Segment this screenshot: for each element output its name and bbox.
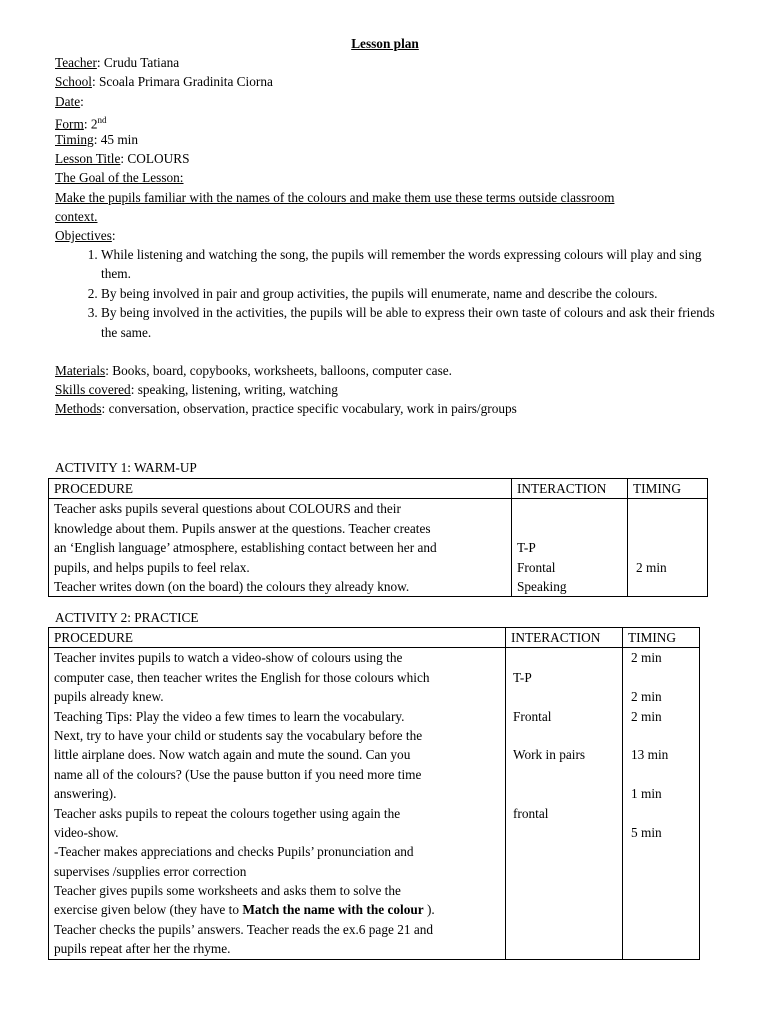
procedure-line: Teacher checks the pupils’ answers. Teacher reads the ex.6 page 21 and: [54, 921, 434, 937]
timing-line: [636, 538, 702, 557]
procedure-line: pupils, and helps pupils to feel relax.: [54, 559, 250, 575]
procedure-line: Teaching Tips: Play the video a few times to learn the vocabulary.: [54, 708, 405, 724]
table-header-row: [49, 628, 700, 648]
timing-line: 1 min: [631, 786, 662, 802]
goal-text-line2: context.: [55, 208, 98, 224]
bold-phrase: Match the name with the colour: [242, 902, 424, 918]
timing-header: TIMING: [628, 479, 708, 499]
interaction-line: frontal: [513, 805, 549, 821]
activity2-interaction-cell: [506, 648, 623, 959]
procedure-line: Teacher asks pupils several questions about COLOURS and their: [54, 501, 401, 517]
procedure-line: video-show.: [54, 824, 119, 840]
materials-label: Materials: [55, 363, 106, 379]
interaction-line: [513, 842, 617, 861]
timing-line: [631, 726, 694, 745]
lesson-plan-document: [55, 34, 720, 419]
interaction-line: Frontal: [517, 559, 556, 575]
procedure-line: Teacher invites pupils to watch a video-show of colours using the: [54, 650, 403, 666]
procedure-line: name all of the colours? (Use the pause button if you need more time: [54, 766, 422, 782]
school-label: School: [55, 74, 92, 90]
procedure-line: -Teacher makes appreciations and checks Pupils’ pronunciation and: [54, 844, 414, 860]
procedure-line: an ‘English language’ atmosphere, establishing contact between her and: [54, 540, 437, 556]
materials-value: : Books, board, copybooks, worksheets, balloons, computer case.: [105, 363, 452, 379]
school-value: : Scoala Primara Gradinita Ciorna: [91, 74, 273, 90]
interaction-line: [513, 920, 617, 939]
interaction-line: [513, 862, 617, 881]
interaction-line: [517, 519, 622, 538]
activity1-timing-cell: [628, 499, 708, 597]
interaction-line: [517, 499, 622, 518]
table-row: [49, 648, 700, 959]
timing-line: 2 min: [631, 650, 662, 666]
timing-line: 2 min: [631, 689, 662, 705]
timing-line: [631, 862, 694, 881]
activity2-heading: ACTIVITY 2: PRACTICE: [55, 610, 199, 625]
activity1-table: [48, 478, 708, 597]
timing-line: [631, 842, 694, 861]
procedure-line: answering).: [54, 786, 117, 802]
lesson-title-label: Lesson Title: [55, 151, 121, 167]
procedure-text: ).: [423, 902, 435, 918]
timing-line: 2 min: [631, 708, 662, 724]
methods-value: : conversation, observation, practice specific vocabulary, work in pairs/groups: [101, 401, 517, 417]
procedure-line: supervises /supplies error correction: [54, 863, 247, 879]
timing-line: [55, 130, 720, 149]
interaction-line: Frontal: [513, 708, 552, 724]
procedure-text: exercise given below (they have to: [54, 902, 243, 918]
procedure-line: pupils already knew.: [54, 689, 164, 705]
activity2-procedure-cell: [49, 648, 506, 959]
objectives-list: [55, 245, 720, 342]
skills-line: [55, 380, 720, 399]
procedure-header: PROCEDURE: [49, 628, 506, 648]
procedure-line: Teacher gives pupils some worksheets and asks them to solve the: [54, 883, 401, 899]
table-row: [49, 499, 708, 597]
methods-label: Methods: [55, 401, 102, 417]
procedure-line: pupils repeat after her the rhyme.: [54, 941, 231, 957]
form-value: : 2: [83, 116, 98, 132]
goal-label: The Goal of the Lesson:: [55, 170, 184, 186]
timing-line: [636, 577, 702, 596]
interaction-line: [513, 823, 617, 842]
interaction-line: [513, 765, 617, 784]
timing-line: 5 min: [631, 824, 662, 840]
activity1-procedure-cell: [49, 499, 512, 597]
timing-line: 13 min: [631, 747, 669, 763]
skills-value: : speaking, listening, writing, watching: [130, 382, 338, 398]
timing-header: TIMING: [623, 628, 700, 648]
lesson-title-line: [55, 149, 720, 168]
procedure-line: Next, try to have your child or students say the vocabulary before the: [54, 727, 423, 743]
procedure-line: Teacher asks pupils to repeat the colours together using again the: [54, 805, 401, 821]
timing-line: 2 min: [636, 559, 667, 575]
procedure-header: PROCEDURE: [49, 479, 512, 499]
interaction-line: [513, 881, 617, 900]
timing-line: [636, 519, 702, 538]
objective-item: 1. While listening and watching the song, the pupils will remember the words expressing colours will play and sing them.: [101, 245, 720, 284]
form-line: [55, 111, 720, 130]
date-value: :: [80, 93, 84, 109]
timing-line: [631, 668, 694, 687]
methods-line: [55, 399, 720, 418]
objectives-colon: :: [111, 227, 116, 243]
interaction-header: INTERACTION: [506, 628, 623, 648]
form-superscript: nd: [97, 114, 107, 125]
teacher-line: [55, 53, 720, 72]
activity1-interaction-cell: [512, 499, 628, 597]
timing-line: [631, 920, 694, 939]
interaction-line: Work in pairs: [513, 747, 586, 763]
skills-label: Skills covered: [55, 382, 131, 398]
procedure-line: computer case, then teacher writes the English for those colours which: [54, 669, 430, 685]
objectives-label: Objectives: [55, 227, 112, 243]
interaction-line: [513, 726, 617, 745]
activity2-timing-cell: [623, 648, 700, 959]
objectives-line: [55, 226, 720, 245]
form-label: Form: [55, 116, 84, 132]
activity1-heading: ACTIVITY 1: WARM-UP: [55, 460, 197, 475]
timing-value: : 45 min: [93, 131, 139, 147]
timing-line: [631, 881, 694, 900]
interaction-line: [513, 687, 617, 706]
date-label: Date: [55, 93, 81, 109]
timing-label: Timing: [55, 131, 94, 147]
timing-line: [636, 499, 702, 518]
procedure-line: knowledge about them. Pupils answer at the questions. Teacher creates: [54, 520, 431, 536]
procedure-line: Teacher writes down (on the board) the colours they already know.: [54, 578, 410, 594]
timing-line: [631, 900, 694, 919]
objective-item: 2. By being involved in pair and group activities, the pupils will enumerate, name and describe the colours.: [101, 284, 720, 303]
interaction-line: T-P: [513, 669, 532, 685]
materials-line: [55, 361, 720, 380]
interaction-line: [513, 784, 617, 803]
lesson-title-value: : COLOURS: [120, 151, 190, 167]
interaction-line: [513, 648, 617, 667]
school-line: [55, 72, 720, 91]
activity2-table: [48, 627, 700, 960]
interaction-header: INTERACTION: [512, 479, 628, 499]
interaction-line: [513, 939, 617, 958]
timing-line: [631, 939, 694, 958]
timing-line: [631, 804, 694, 823]
teacher-value: : Crudu Tatiana: [96, 55, 180, 71]
page-title: Lesson plan: [351, 36, 419, 51]
interaction-line: Speaking: [517, 578, 567, 594]
interaction-line: [513, 900, 617, 919]
teacher-label: Teacher: [55, 55, 97, 71]
procedure-line: little airplane does. Now watch again and mute the sound. Can you: [54, 747, 411, 763]
procedure-line: [54, 900, 500, 919]
goal-text-line1: Make the pupils familiar with the names of the colours and make them use these terms outside classroom: [55, 189, 615, 205]
date-line: [55, 92, 720, 111]
table-header-row: [49, 479, 708, 499]
timing-line: [631, 765, 694, 784]
objective-item: 3. By being involved in the activities, the pupils will be able to express their own taste of colours and ask their friends the same.: [101, 303, 720, 342]
interaction-line: T-P: [517, 540, 536, 556]
